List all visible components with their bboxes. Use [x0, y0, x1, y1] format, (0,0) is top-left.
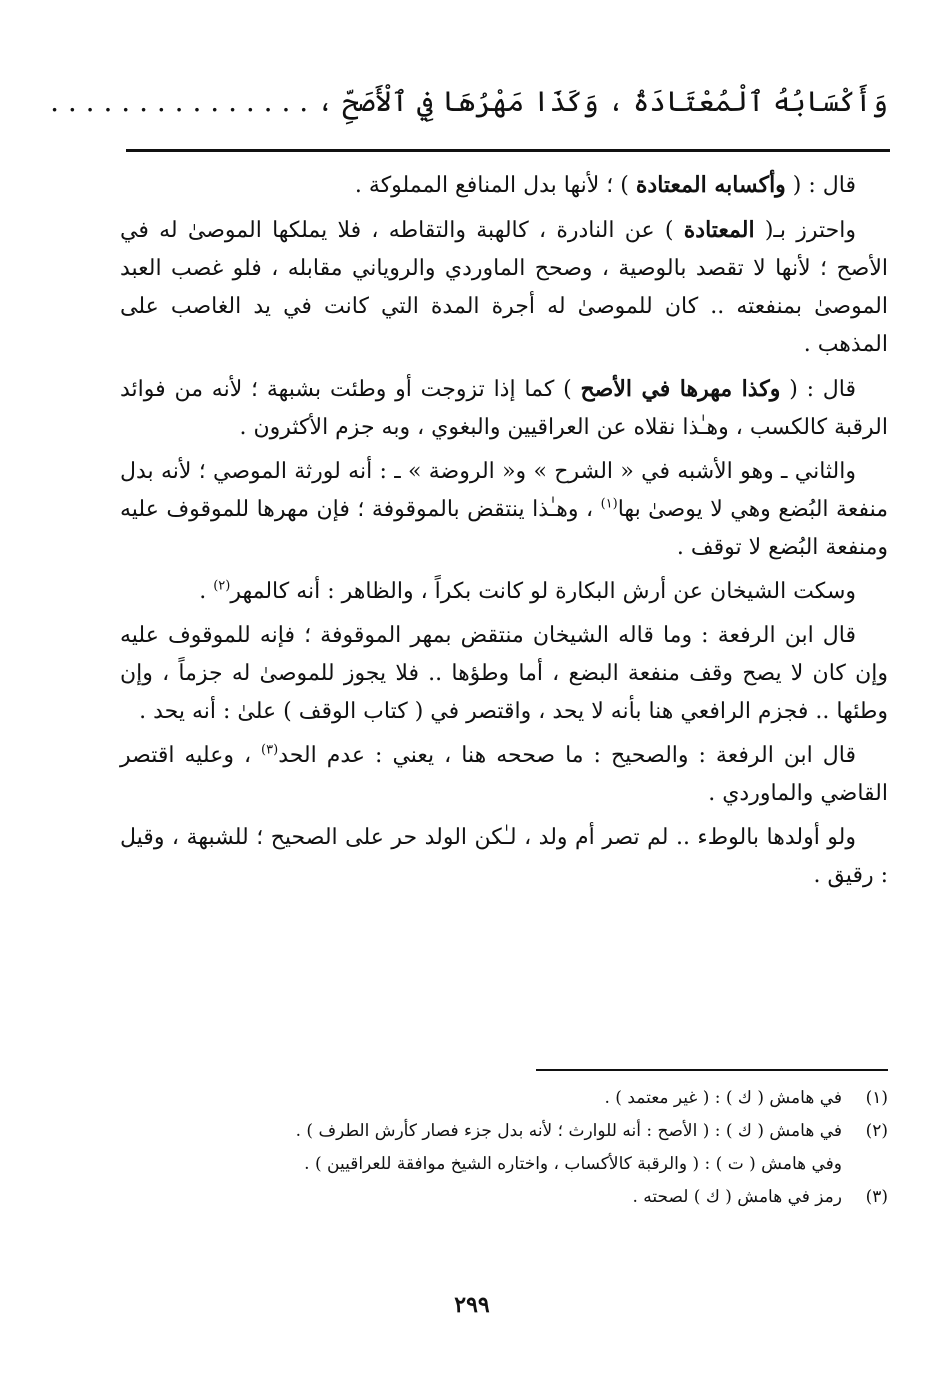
footnote-number: (١) — [865, 1088, 888, 1108]
text-run: قال ابن الرفعة : وما قاله الشيخان منتقض بمهر الموقوفة ؛ فإنه للموقوف عليه وإن كان لا يصح وقف منفعة البضع ، أما وطؤها .. فلا يجوز للموصىٰ له جزماً ، وإن وطئها .. فجزم الرافعي هنا بأنه لا يحد ، واقتصر في ( كتاب الوقف ) علىٰ : أنه يحد . — [120, 623, 888, 724]
header-divider — [126, 149, 890, 152]
footnote-ref: (١) — [600, 496, 618, 512]
paragraph — [120, 819, 888, 895]
footnote-continuation — [120, 1148, 888, 1181]
footnote-number: (٢) — [865, 1121, 888, 1141]
footnote-text: في هامش ( ك ) : ( غير معتمد ) . — [604, 1088, 842, 1108]
text-run: قال : ( — [785, 173, 856, 198]
commentary-body — [120, 166, 888, 901]
text-run: ، وهـٰذا ينتقض بالموقوفة ؛ فإن مهرها للموقوف عليه ومنفعة البُضع لا توقف . — [120, 497, 888, 560]
quoted-matn: وكذا مهرها في الأصح — [580, 376, 781, 402]
footnotes — [120, 1082, 888, 1214]
text-run: وسكت الشيخان عن أرش البكارة لو كانت بكراً ، والظاهر : أنه كالمهر — [230, 579, 856, 604]
text-run: واحترز بـ( — [754, 218, 856, 243]
paragraph — [120, 166, 888, 205]
footnote-ref: (٣) — [261, 742, 279, 758]
quoted-matn: المعتادة — [683, 217, 755, 243]
paragraph — [120, 737, 888, 813]
text-run: ولو أولدها بالوطء .. لم تصر أم ولد ، لـٰكن الولد حر على الصحيح ؛ للشبهة ، وقيل : رقيق . — [120, 825, 888, 888]
text-run: . — [199, 579, 214, 604]
footnote-text: في هامش ( ك ) : ( الأصح : أنه للوارث ؛ لأنه بدل جزء فصار كأرش الطرف ) . — [295, 1121, 842, 1141]
page-number: ٢٩٩ — [454, 1292, 490, 1318]
paragraph — [120, 211, 888, 364]
text-run: قال ابن الرفعة : والصحيح : ما صححه هنا ، يعني : عدم الحد — [278, 743, 856, 768]
matn-dots: . . . . . . . . . . . . . . . — [50, 85, 309, 118]
footnote — [120, 1082, 888, 1115]
paragraph — [120, 617, 888, 731]
text-run: ، وعليه اقتصر القاضي والماوردي . — [120, 743, 888, 806]
text-run: ) كما إذا تزوجت أو وطئت بشبهة ؛ لأنه من فوائد الرقبة كالكسب ، وهـٰذا نقلاه عن العراقيين والبغوي ، وبه جزم الأكثرون . — [120, 377, 888, 440]
matn-text: وَأَكْسَابُهُ ٱلْمُعْتَادَةُ ، وَكَذَا مَهْرُهَا فِي ٱلْأَصَحِّ ، — [317, 85, 888, 118]
paragraph — [120, 573, 888, 611]
quoted-matn: وأكسابه المعتادة — [635, 172, 786, 198]
paragraph — [120, 453, 888, 567]
footnote — [120, 1181, 888, 1214]
paragraph — [120, 370, 888, 447]
footnote-number: (٣) — [865, 1187, 888, 1207]
footnote-text: رمز في هامش ( ك ) لصحته . — [632, 1187, 842, 1207]
text-run: ) ؛ لأنها بدل المنافع المملوكة . — [354, 173, 636, 198]
text-run: ) عن النادرة ، كالهبة والتقاطه ، فلا يملكها الموصىٰ له في الأصح ؛ لأنها لا تقصد بالوصية ، وصحح الماوردي والروياني مقابله ، فلو غصب العبد الموصىٰ بمنفعته .. كان للموصىٰ له أجرة المدة التي كانت في يد الغاصب على المذهب . — [120, 218, 888, 357]
matn-header — [50, 78, 888, 126]
footnote-divider — [536, 1069, 888, 1071]
footnote-ref: (٢) — [213, 578, 231, 594]
text-run: قال : ( — [780, 377, 856, 402]
footnote — [120, 1115, 888, 1148]
text-run: والثاني ـ وهو الأشبه في « الشرح » و« الروضة » ـ : أنه لورثة الموصي ؛ لأنه بدل منفعة البُضع وهي لا يوصىٰ بها — [120, 459, 889, 522]
footnote-text: وفي هامش ( ت ) : ( والرقبة كالأكساب ، واختاره الشيخ موافقة للعراقيين ) . — [304, 1154, 842, 1174]
